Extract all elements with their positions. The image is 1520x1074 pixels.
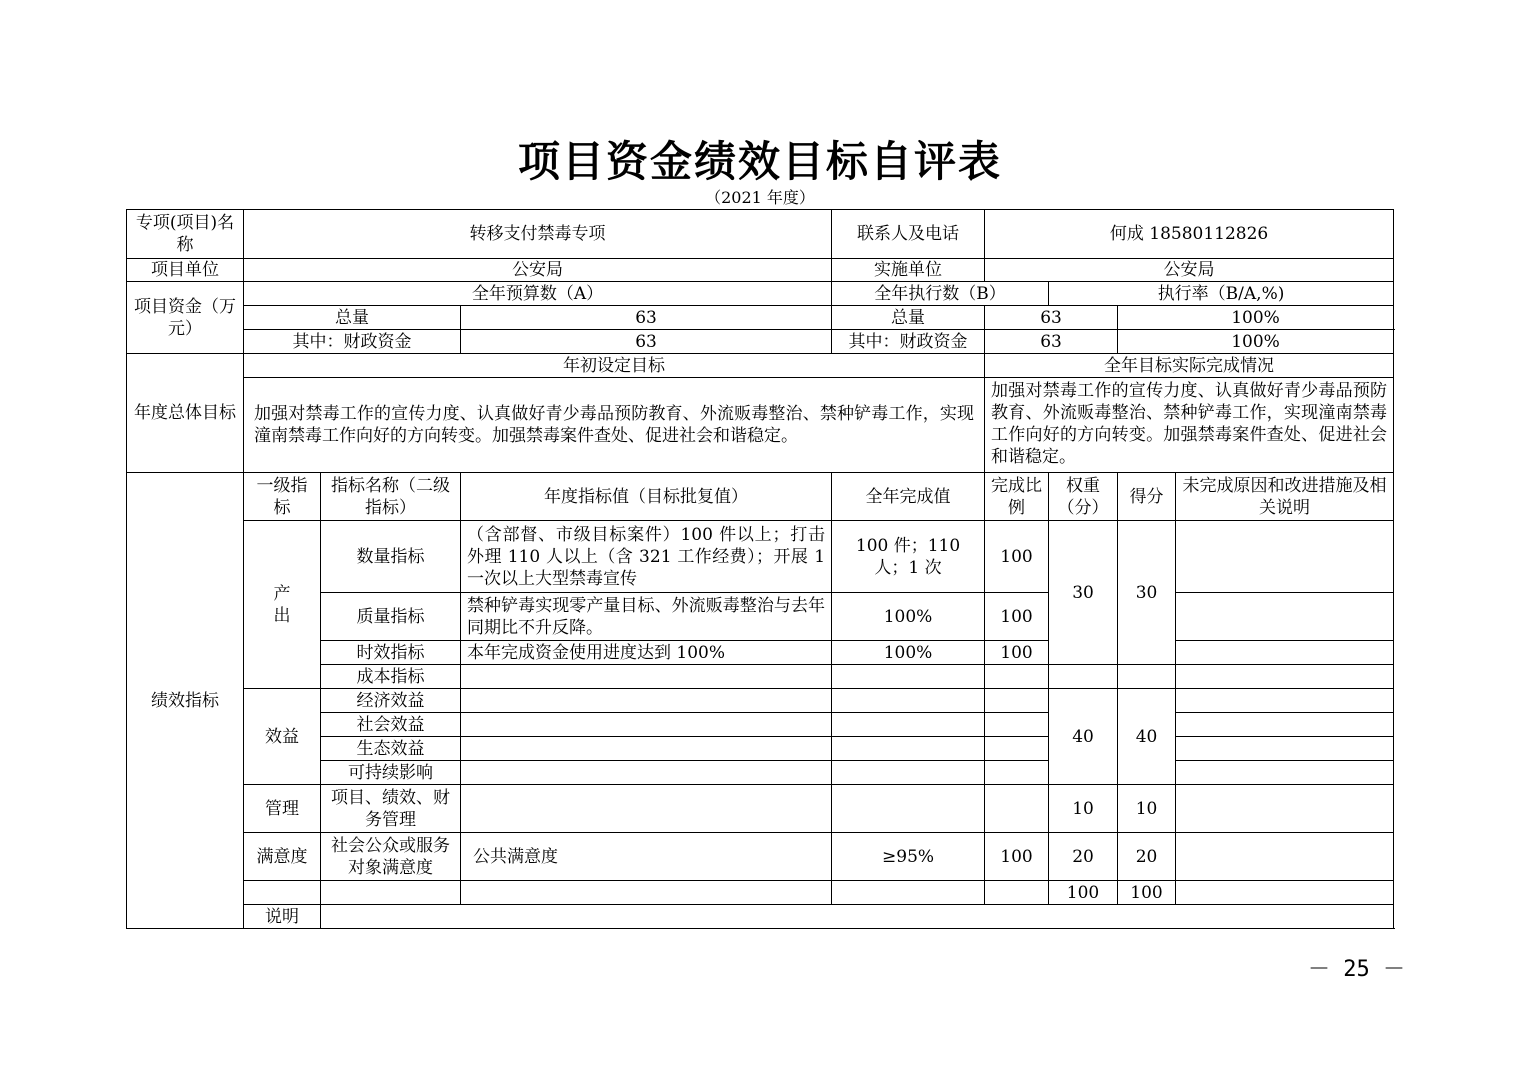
benefit-label: 效益 xyxy=(244,689,321,785)
indicator-note xyxy=(1176,785,1394,833)
header-target: 年度指标值（目标批复值） xyxy=(461,473,832,521)
page-number: － 25 － xyxy=(1308,957,1405,982)
indicator-target xyxy=(461,761,832,785)
goals-text-row xyxy=(127,378,1394,473)
indicator-ratio: 100 xyxy=(985,593,1049,641)
unit-label: 项目单位 xyxy=(127,259,244,282)
project-name-value: 转移支付禁毒专项 xyxy=(244,210,832,259)
management-score: 10 xyxy=(1118,785,1176,833)
indicator-name: 质量指标 xyxy=(321,593,461,641)
indicator-done xyxy=(832,713,985,737)
indicator-ratio: 100 xyxy=(985,641,1049,665)
contact-value: 何成 18580112826 xyxy=(985,210,1394,259)
exec-fiscal-label: 其中：财政资金 xyxy=(832,330,985,354)
indicators-header-row xyxy=(127,473,1394,521)
indicator-note xyxy=(1176,689,1394,713)
total-row xyxy=(127,881,1394,905)
indicator-ratio xyxy=(985,785,1049,833)
table-row xyxy=(127,689,1394,713)
rate-fiscal-value: 100% xyxy=(1118,330,1394,354)
indicator-name: 经济效益 xyxy=(321,689,461,713)
exec-total-label: 总量 xyxy=(832,306,985,330)
indicator-done: 100 件；110 人；1 次 xyxy=(832,521,985,593)
total-empty xyxy=(244,881,321,905)
budget-total-value: 63 xyxy=(461,306,832,330)
page-title: 项目资金绩效目标自评表 xyxy=(517,137,1002,186)
indicator-done: ≥95% xyxy=(832,833,985,881)
indicator-name: 数量指标 xyxy=(321,521,461,593)
budget-header: 全年预算数（A） xyxy=(244,282,832,306)
indicator-done xyxy=(832,785,985,833)
indicator-ratio xyxy=(985,737,1049,761)
total-empty xyxy=(1176,881,1394,905)
header-done: 全年完成值 xyxy=(832,473,985,521)
indicator-ratio xyxy=(985,761,1049,785)
unit-value: 公安局 xyxy=(244,259,832,282)
contact-label: 联系人及电话 xyxy=(832,210,985,259)
indicator-name: 项目、绩效、财务管理 xyxy=(321,785,461,833)
notes-row xyxy=(127,905,1394,929)
budget-total-label: 总量 xyxy=(244,306,461,330)
indicator-name: 生态效益 xyxy=(321,737,461,761)
indicator-done: 100% xyxy=(832,641,985,665)
indicators-label: 绩效指标 xyxy=(127,473,244,929)
indicator-target xyxy=(461,665,832,689)
indicator-name: 社会效益 xyxy=(321,713,461,737)
funds-fiscal-row xyxy=(127,330,1394,354)
project-unit-row xyxy=(127,259,1394,282)
table-row xyxy=(127,833,1394,881)
indicator-ratio: 100 xyxy=(985,521,1049,593)
goals-actual-header: 全年目标实际完成情况 xyxy=(985,354,1394,378)
indicator-ratio xyxy=(985,665,1049,689)
satisfaction-label: 满意度 xyxy=(244,833,321,881)
indicator-ratio: 100 xyxy=(985,833,1049,881)
satisfaction-weight: 20 xyxy=(1049,833,1118,881)
evaluation-table xyxy=(126,209,1394,929)
table-row xyxy=(127,521,1394,593)
budget-fiscal-label: 其中：财政资金 xyxy=(244,330,461,354)
indicator-weight xyxy=(1049,665,1118,689)
indicator-name: 可持续影响 xyxy=(321,761,461,785)
exec-fiscal-value: 63 xyxy=(985,330,1118,354)
indicator-name: 社会公众或服务对象满意度 xyxy=(321,833,461,881)
indicator-note xyxy=(1176,761,1394,785)
indicator-note xyxy=(1176,521,1394,593)
funds-header-row xyxy=(127,282,1394,306)
total-score: 100 xyxy=(1118,881,1176,905)
total-empty xyxy=(985,881,1049,905)
indicator-note xyxy=(1176,593,1394,641)
output-score: 30 xyxy=(1118,521,1176,665)
goals-label: 年度总体目标 xyxy=(127,354,244,473)
indicator-target xyxy=(461,785,832,833)
header-name: 指标名称（二级指标） xyxy=(321,473,461,521)
goals-set-text: 加强对禁毒工作的宣传力度、认真做好青少毒品预防教育、外流贩毒整治、禁种铲毒工作，实现潼南禁毒工作向好的方向转变。加强禁毒案件查处、促进社会和谐稳定。 xyxy=(244,378,985,473)
notes-value xyxy=(321,905,1394,929)
funds-label: 项目资金（万元） xyxy=(127,282,244,354)
header-score: 得分 xyxy=(1118,473,1176,521)
indicator-note xyxy=(1176,641,1394,665)
impl-label: 实施单位 xyxy=(832,259,985,282)
indicator-name: 成本指标 xyxy=(321,665,461,689)
output-label: 产出 xyxy=(244,521,321,689)
goals-header-row xyxy=(127,354,1394,378)
rate-header: 执行率（B/A,%) xyxy=(1049,282,1394,306)
management-label: 管理 xyxy=(244,785,321,833)
goals-set-header: 年初设定目标 xyxy=(244,354,985,378)
indicator-done xyxy=(832,761,985,785)
indicator-note xyxy=(1176,713,1394,737)
benefit-score: 40 xyxy=(1118,689,1176,785)
header-weight: 权重（分） xyxy=(1049,473,1118,521)
table-row xyxy=(127,785,1394,833)
budget-fiscal-value: 63 xyxy=(461,330,832,354)
indicator-note xyxy=(1176,665,1394,689)
impl-value: 公安局 xyxy=(985,259,1394,282)
management-weight: 10 xyxy=(1049,785,1118,833)
indicator-target xyxy=(461,713,832,737)
total-empty xyxy=(461,881,832,905)
goals-actual-text: 加强对禁毒工作的宣传力度、认真做好青少毒品预防教育、外流贩毒整治、禁种铲毒工作，实现潼南禁毒工作向好的方向转变。加强禁毒案件查处、促进社会和谐稳定。 xyxy=(985,378,1394,473)
indicator-note xyxy=(1176,737,1394,761)
indicator-target: （含部督、市级目标案件）100 件以上；打击外理 110 人以上（含 321 工作经费）；开展 1 一次以上大型禁毒宣传 xyxy=(461,521,832,593)
total-empty xyxy=(321,881,461,905)
indicator-score xyxy=(1118,665,1176,689)
header-ratio: 完成比例 xyxy=(985,473,1049,521)
output-weight: 30 xyxy=(1049,521,1118,665)
exec-header: 全年执行数（B） xyxy=(832,282,1049,306)
indicator-target: 禁种铲毒实现零产量目标、外流贩毒整治与去年同期比不升反降。 xyxy=(461,593,832,641)
project-name-label: 专项(项目)名称 xyxy=(127,210,244,259)
indicator-done: 100% xyxy=(832,593,985,641)
header-note: 未完成原因和改进措施及相关说明 xyxy=(1176,473,1394,521)
indicator-target: 本年完成资金使用进度达到 100% xyxy=(461,641,832,665)
indicator-done xyxy=(832,737,985,761)
indicator-done xyxy=(832,689,985,713)
funds-total-row xyxy=(127,306,1394,330)
rate-total-value: 100% xyxy=(1118,306,1394,330)
notes-label: 说明 xyxy=(244,905,321,929)
indicator-ratio xyxy=(985,713,1049,737)
indicator-done xyxy=(832,665,985,689)
indicator-ratio xyxy=(985,689,1049,713)
project-name-row xyxy=(127,210,1394,259)
indicator-note xyxy=(1176,833,1394,881)
benefit-weight: 40 xyxy=(1049,689,1118,785)
header-level1: 一级指标 xyxy=(244,473,321,521)
page-subtitle: （2021 年度） xyxy=(705,188,815,207)
total-empty xyxy=(832,881,985,905)
indicator-target xyxy=(461,689,832,713)
indicator-target: 公共满意度 xyxy=(461,833,832,881)
satisfaction-score: 20 xyxy=(1118,833,1176,881)
total-weight: 100 xyxy=(1049,881,1118,905)
exec-total-value: 63 xyxy=(985,306,1118,330)
indicator-name: 时效指标 xyxy=(321,641,461,665)
indicator-target xyxy=(461,737,832,761)
